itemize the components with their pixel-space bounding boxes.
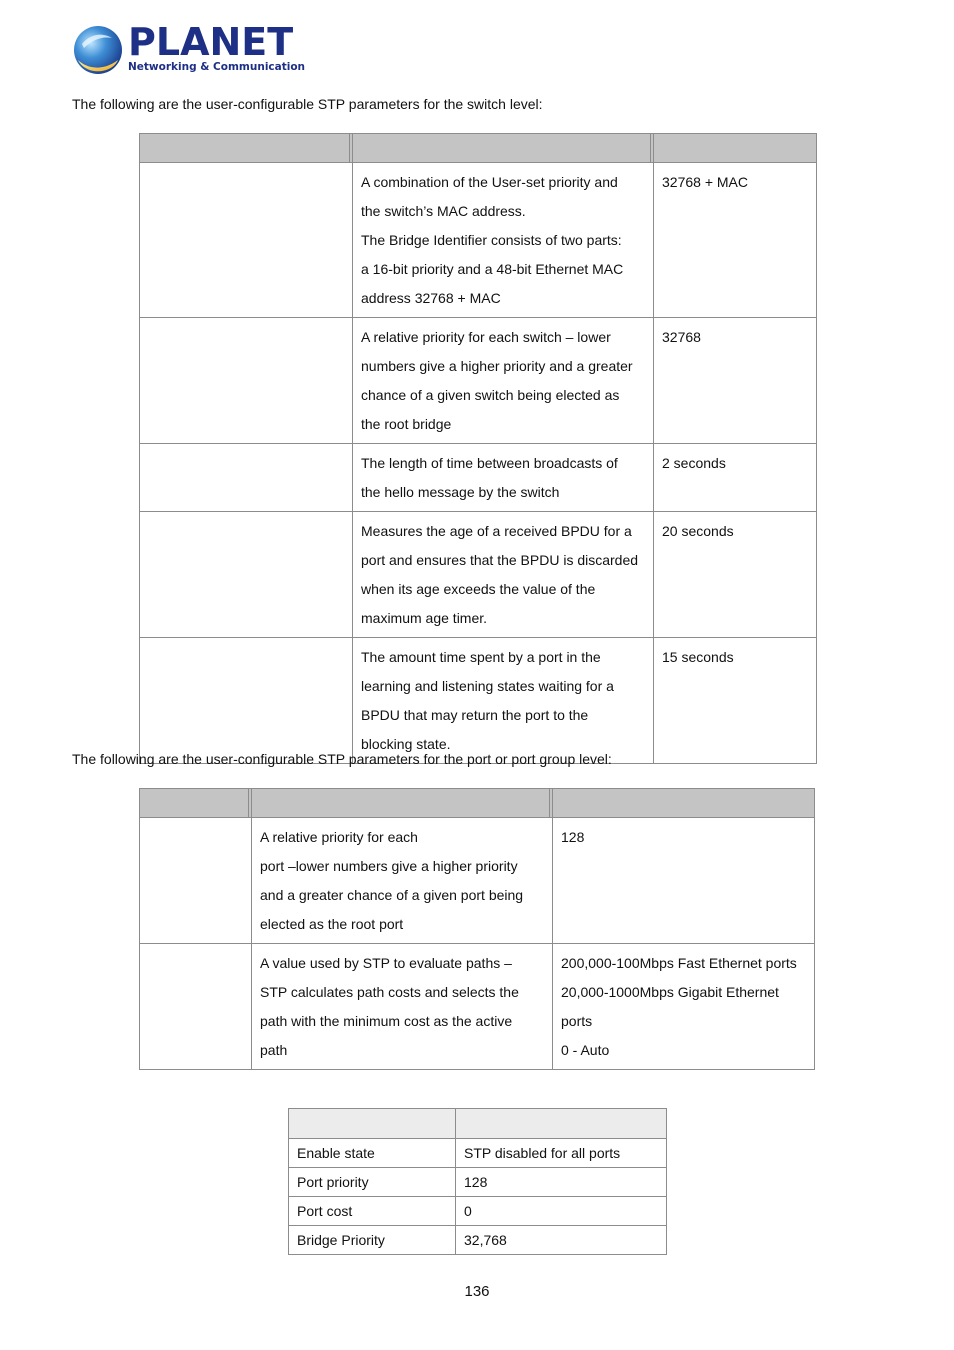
description-cell-line: The length of time between broadcasts of xyxy=(361,455,618,471)
parameter-cell xyxy=(140,944,252,1070)
description-cell-line: the hello message by the switch xyxy=(361,484,560,500)
table-row xyxy=(140,944,815,1070)
table-row xyxy=(140,638,817,764)
table-header-row xyxy=(140,134,817,163)
description-cell-line: elected as the root port xyxy=(260,916,404,932)
description-cell-line: The Bridge Identifier consists of two parts: xyxy=(361,232,622,248)
description-cell-line: The amount time spent by a port in the xyxy=(361,649,601,665)
table-row xyxy=(140,163,817,318)
table-row xyxy=(289,1197,667,1226)
header-parameter xyxy=(140,134,353,163)
header-default xyxy=(456,1109,667,1139)
parameter-cell xyxy=(140,818,252,944)
header-default xyxy=(654,134,817,163)
page-number: 136 xyxy=(464,1283,490,1300)
header-description xyxy=(252,789,553,818)
table-row xyxy=(289,1226,667,1255)
description-cell xyxy=(353,638,654,764)
table-row xyxy=(140,444,817,512)
default-cell xyxy=(654,444,817,512)
description-cell-line: A value used by STP to evaluate paths – xyxy=(260,955,512,971)
header-description xyxy=(353,134,654,163)
default-cell-line: 32768 xyxy=(662,329,701,345)
planet-logo xyxy=(72,20,306,78)
description-cell-line: the root bridge xyxy=(361,416,452,432)
brand-name: PLANET xyxy=(128,20,294,64)
setting-name-cell: Port cost xyxy=(289,1197,456,1226)
parameter-cell xyxy=(140,638,353,764)
description-cell xyxy=(353,444,654,512)
table-row xyxy=(140,318,817,444)
parameter-cell xyxy=(140,318,353,444)
description-cell-line: numbers give a higher priority and a greater xyxy=(361,358,633,374)
description-cell-line: the switch’s MAC address. xyxy=(361,203,526,219)
description-cell-line: blocking state. xyxy=(361,736,451,752)
description-cell xyxy=(353,512,654,638)
default-cell-line: 20 seconds xyxy=(662,523,734,539)
switch-parameters-table xyxy=(139,133,817,764)
default-cell xyxy=(654,638,817,764)
default-cell xyxy=(553,818,815,944)
description-cell-line: path with the minimum cost as the active xyxy=(260,1013,513,1029)
description-cell-line: and a greater chance of a given port being xyxy=(260,887,524,903)
description-cell-line: BPDU that may return the port to the xyxy=(361,707,589,723)
description-cell-line: A relative priority for each switch – lower xyxy=(361,329,611,345)
table-header-row xyxy=(140,789,815,818)
default-settings-table xyxy=(288,1108,667,1255)
default-cell xyxy=(654,512,817,638)
description-cell-line: maximum age timer. xyxy=(361,610,488,626)
parameter-cell xyxy=(140,512,353,638)
description-cell-line: learning and listening states waiting for a xyxy=(361,678,614,694)
description-cell xyxy=(252,818,553,944)
brand-tagline: Networking & Communication xyxy=(128,61,306,73)
setting-value-cell: STP disabled for all ports xyxy=(456,1139,667,1168)
table-header-row xyxy=(289,1109,667,1139)
description-cell-line: address 32768 + MAC xyxy=(361,290,501,306)
description-cell-line: A relative priority for each xyxy=(260,829,418,845)
table-row xyxy=(140,512,817,638)
default-cell-line: 32768 + MAC xyxy=(662,174,748,190)
description-cell-line: chance of a given switch being elected as xyxy=(361,387,620,403)
description-cell-line: Measures the age of a received BPDU for a xyxy=(361,523,632,539)
table-row xyxy=(289,1168,667,1197)
parameter-cell xyxy=(140,163,353,318)
description-cell xyxy=(353,163,654,318)
parameter-cell xyxy=(140,444,353,512)
switch-intro-text: The following are the user-configurable STP parameters for the switch level: xyxy=(72,96,543,112)
setting-value-cell: 32,768 xyxy=(456,1226,667,1255)
description-cell-line: port –lower numbers give a higher priority xyxy=(260,858,518,874)
header-parameter xyxy=(140,789,252,818)
table-row xyxy=(289,1139,667,1168)
default-cell xyxy=(654,163,817,318)
default-cell-line: 20,000-1000Mbps Gigabit Ethernet xyxy=(561,984,779,1000)
port-parameters-table xyxy=(139,788,815,1070)
default-cell-line: 2 seconds xyxy=(662,455,726,471)
port-intro-text: The following are the user-configurable STP parameters for the port or port group level: xyxy=(72,751,612,767)
description-cell-line: STP calculates path costs and selects the xyxy=(260,984,519,1000)
globe-icon xyxy=(72,24,124,76)
description-cell-line: A combination of the User-set priority and xyxy=(361,174,618,190)
header-setting xyxy=(289,1109,456,1139)
default-cell-line: 200,000-100Mbps Fast Ethernet ports xyxy=(561,955,797,971)
header-default xyxy=(553,789,815,818)
default-cell-line: ports xyxy=(561,1013,593,1029)
description-cell-line: path xyxy=(260,1042,288,1058)
description-cell-line: a 16-bit priority and a 48-bit Ethernet MAC xyxy=(361,261,624,277)
default-cell xyxy=(553,944,815,1070)
description-cell-line: when its age exceeds the value of the xyxy=(361,581,596,597)
description-cell xyxy=(252,944,553,1070)
default-cell-line: 15 seconds xyxy=(662,649,734,665)
setting-name-cell: Bridge Priority xyxy=(289,1226,456,1255)
default-cell-line: 128 xyxy=(561,829,585,845)
table-row xyxy=(140,818,815,944)
default-cell-line: 0 - Auto xyxy=(561,1042,610,1058)
setting-name-cell: Enable state xyxy=(289,1139,456,1168)
description-cell-line: port and ensures that the BPDU is discarded xyxy=(361,552,639,568)
description-cell xyxy=(353,318,654,444)
setting-name-cell: Port priority xyxy=(289,1168,456,1197)
default-cell xyxy=(654,318,817,444)
setting-value-cell: 0 xyxy=(456,1197,667,1226)
setting-value-cell: 128 xyxy=(456,1168,667,1197)
